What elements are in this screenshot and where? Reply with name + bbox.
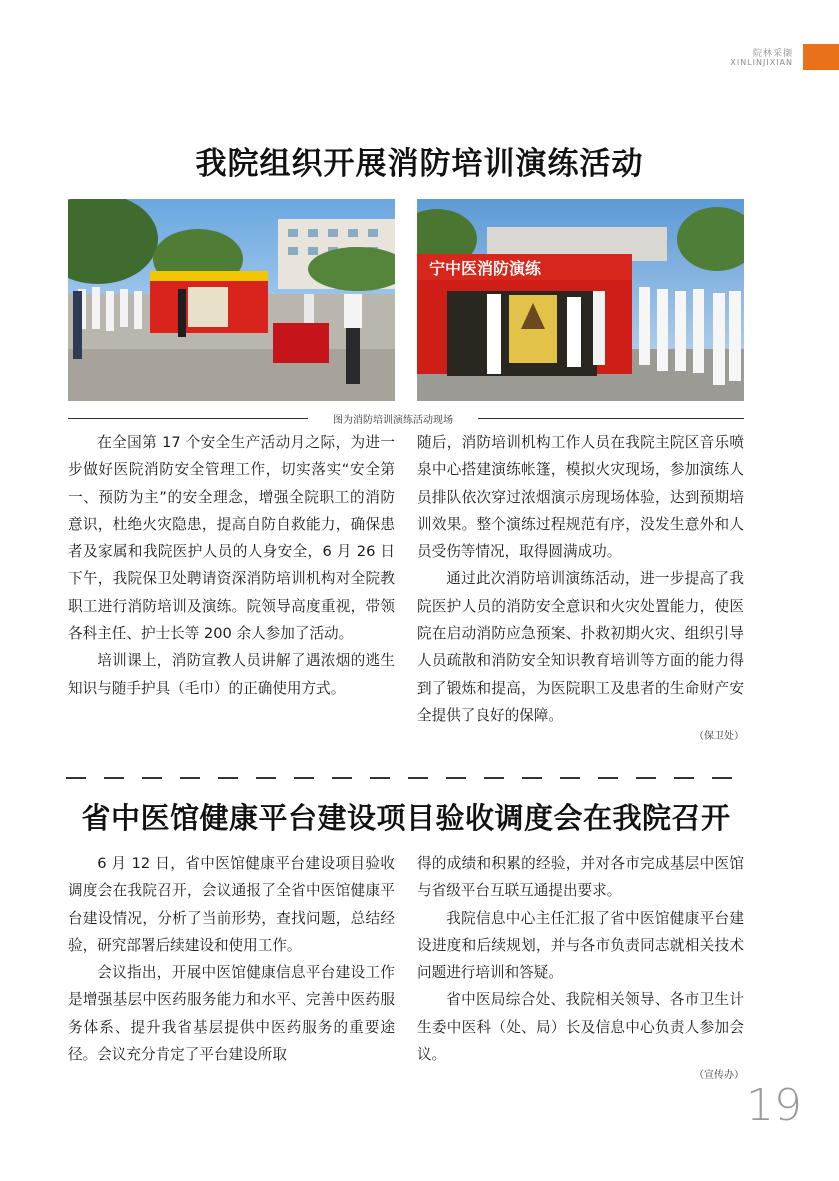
caption-rule-right: [478, 418, 744, 419]
photo-fire-drill-outdoor: [68, 199, 395, 401]
article1-paragraph: 通过此次消防培训演练活动，进一步提高了我院医护人员的消防安全意识和火灾处置能力，使医院在启动消防应急预案、扑救初期火灾、组织引导人员疏散和消防安全知识教育培训等方面的能力得到了锻炼和提高，为医院职工及患者的生命财产安全提供了良好的保障。: [417, 570, 744, 724]
article1-title: 我院组织开展消防培训演练活动: [195, 146, 644, 182]
article1-column-left: [68, 429, 395, 702]
article2-paragraph: 得的成绩和积累的经验，并对各市完成基层中医馆与省级平台互联互通提出要求。: [417, 855, 744, 900]
tent-banner-text: 宁中医消防演练: [429, 259, 542, 278]
photo-caption: 图为消防培训演练活动现场: [333, 415, 453, 426]
article1-signature: （保卫处）: [694, 731, 744, 743]
column-title: 院林采撷: [752, 49, 793, 59]
column-subtitle: XINLINJIXIAN: [730, 58, 793, 67]
article1-paragraph: 随后，消防培训机构工作人员在我院主院区音乐喷泉中心搭建演练帐篷，模拟火灾现场，参加演练人员排队依次穿过浓烟演示房现场体验，达到预期培训效果。整个演练过程规范有序，没发生意外和人员受伤等情况，取得圆满成功。: [417, 434, 744, 561]
article1-paragraph: 在全国第 17 个安全生产活动月之际，为进一步做好医院消防安全管理工作，切实落实“安全第一、预防为主”的安全理念，增强全院职工的消防意识，杜绝火灾隐患，提高自防自救能力，确保患者及家属和我院医护人员的人身安全，6 月 26 日下午，我院保卫处聘请资深消防培训机构对全院教职工进行消防培训及演练。院领导高度重视，带领各科主任、护士长等 200 余人参加了活动。: [68, 434, 395, 643]
article2-title: 省中医馆健康平台建设项目验收调度会在我院召开: [81, 801, 731, 835]
article1-paragraph: 培训课上，消防宣教人员讲解了遇浓烟的逃生知识与随手护具（毛巾）的正确使用方式。: [68, 652, 395, 697]
header-accent-tab: [803, 44, 839, 70]
photo-fire-drill-tent: [417, 199, 744, 401]
article1-column-right: [417, 429, 744, 745]
article2-paragraph: 6 月 12 日，省中医馆健康平台建设项目验收调度会在我院召开，会议通报了全省中医馆健康平台建设情况，分析了当前形势，查找问题，总结经验，研究部署后续建设和使用工作。: [68, 855, 395, 954]
dashed-divider: [66, 777, 746, 779]
article2-paragraph: 会议指出，开展中医馆健康信息平台建设工作是增强基层中医药服务能力和水平、完善中医药服务体系、提升我省基层提供中医药服务的重要途径。会议充分肯定了平台建设所取: [68, 964, 395, 1064]
article2-signature: （宣传办）: [694, 1070, 744, 1082]
article2-paragraph: 我院信息中心主任汇报了省中医馆健康平台建设进度和后续规划，并与各市负责同志就相关技术问题进行培训和答疑。: [417, 909, 744, 982]
caption-rule-left: [68, 418, 308, 419]
page-number: 19: [746, 1080, 802, 1131]
article2-column-right: [417, 850, 744, 1084]
article2-column-left: [68, 850, 395, 1068]
article2-paragraph: 省中医局综合处、我院相关领导、各市卫生计生委中医科（处、局）长及信息中心负责人参加会议。: [417, 991, 744, 1064]
